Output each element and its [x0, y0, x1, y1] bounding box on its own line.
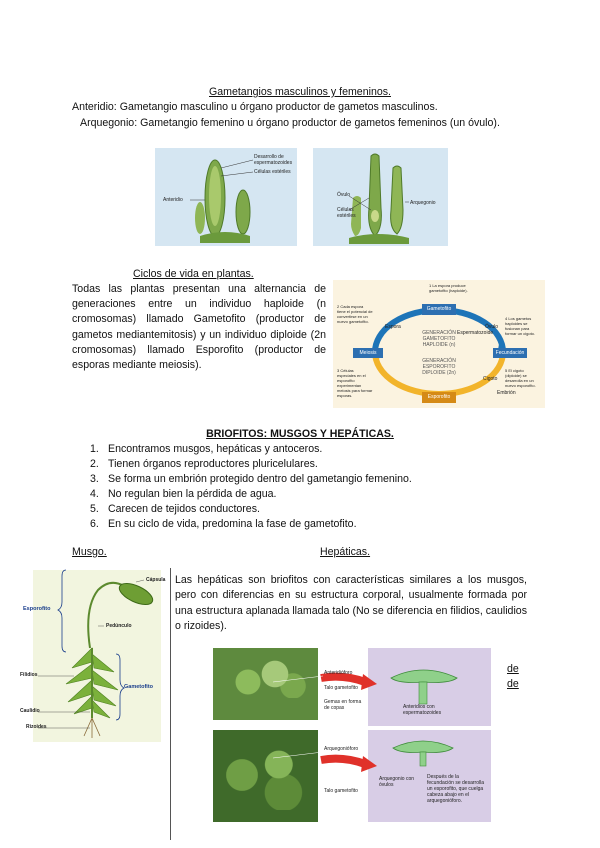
hepaticas-title: Hepáticas. — [320, 546, 371, 558]
note-3: 3 Células especiales en el esporofito experimentan meiosis para formar esporas. — [337, 368, 373, 398]
arquegonio-definition: Arquegonio: Gametangio femenino u órgano productor de gametos femeninos (un óvulo). — [80, 117, 500, 129]
label-rizoides: Rizoides — [26, 724, 47, 730]
note-4: 4 Los gametos haploides se fusionan para formar un cigoto. — [505, 316, 536, 336]
arc-label-cigoto: Cigoto — [483, 376, 498, 382]
label-pedunculo: Pedúnculo — [106, 623, 132, 629]
arc-label-ovulo: Óvulo — [485, 324, 499, 330]
label-arquegonio: Arquegonio — [410, 200, 436, 206]
musgo-illustration — [18, 568, 168, 744]
list-item: 3. Se forma un embrión protegido dentro del gametangio femenino. — [90, 473, 412, 485]
label-desarrollo-esporofito: Después de la fecundación se desarrolla un esporofito, que cuelga cabeza abajo en el arquegonióforo. — [427, 774, 484, 804]
label-desarrollo-espermatozoides: Desarrollo de espermatozoides — [254, 154, 293, 166]
arc-label-espermatozoide: Espermatozoide — [457, 330, 494, 336]
figure-musgo — [18, 568, 168, 744]
label-celulas-esteriles: Células estériles — [337, 207, 356, 219]
box-gametofito-label: Gametofito — [426, 306, 452, 312]
list-item: 6. En su ciclo de vida, predomina la fase de gametofito. — [90, 518, 357, 530]
box-fecundacion-label: Fecundación — [495, 350, 525, 356]
label-gametofito: Gametofito — [124, 684, 154, 690]
label-esporofito: Esporofito — [23, 606, 51, 612]
figure-anteridio — [155, 148, 297, 246]
label-filidios: Filidios — [20, 672, 38, 678]
label-anteridios-espermatozoides: Anteridios con espermatozoides — [403, 704, 442, 716]
note-5: 5 El cigoto (diploide) se desarrolla en un nuevo esporofito. — [505, 368, 536, 388]
figure-hepaticas — [213, 648, 491, 834]
label-ovulo: Óvulo — [337, 192, 351, 198]
figure-ciclo-vida — [333, 280, 545, 408]
list-item: 2. Tienen órganos reproductores pluricelulares. — [90, 458, 318, 470]
arc-label-embrion: Embrión — [497, 390, 516, 396]
side-text-1: de — [507, 663, 519, 675]
section-title-gametangios: Gametangios masculinos y femeninos. — [209, 86, 391, 98]
center-top-label: GENERACIÓN GAMETOFITO HAPLOIDE (n) — [422, 330, 456, 348]
musgo-title: Musgo. — [72, 546, 107, 558]
note-1: 1 La espora produce gametofito (haploide). — [429, 283, 468, 293]
arquegonio-illustration — [313, 148, 448, 246]
center-bottom-label: GENERACIÓN ESPOROFITO DIPLOIDE (2n) — [422, 358, 456, 376]
label-capsula: Cápsula — [146, 577, 166, 583]
box-meiosis-label: Meiosis — [359, 350, 377, 356]
note-2: 2 Cada espora tiene el potencial de convertirse en un nuevo gametofito. — [337, 304, 373, 324]
list-item: 1. Encontramos musgos, hepáticas y antoceros. — [90, 443, 323, 455]
label-arquegonio-ovulos: Arquegonio con óvulos — [379, 776, 415, 788]
hepaticas-paragraph: Las hepáticas son briofitos con características similares a los musgos, pero con diferencias en su estructura corporal, usualmente formada por una estructura aplanada llamada talo (No se diferencia en filidios, caulidios o rizoides). — [175, 574, 527, 632]
list-item: 5. Carecen de tejidos conductores. — [90, 503, 260, 515]
label-arquegonioforo: Arquegonióforo — [324, 746, 359, 752]
column-divider — [170, 568, 171, 840]
list-item: 4. No regulan bien la pérdida de agua. — [90, 488, 277, 500]
label-gemas-copas: Gemas en forma de copas — [324, 699, 362, 711]
anteridio-definition: Anteridio: Gametangio masculino u órgano productor de gametos masculinos. — [72, 101, 438, 113]
label-talo-gametofito-top: Talo gametofito — [324, 685, 358, 691]
side-text-2: de — [507, 678, 519, 690]
label-caulidio: Caulidio — [20, 708, 40, 714]
briofitos-list — [90, 442, 412, 532]
ciclos-paragraph: Todas las plantas presentan una alternancia de generaciones entre un individuo haploide (n cromosomas) llamado Gametofito (productor de gametos mediantemitosis) y un individuo diploide (2n cromosomas) llamado Esporofito (productor de esporas mediante meiosis). — [72, 283, 326, 372]
label-anteridioforo: Anteridióforo — [324, 670, 353, 676]
box-esporofito-label: Esporofito — [427, 394, 451, 400]
label-talo-gametofito-bottom: Talo gametofito — [324, 788, 358, 794]
section-title-briofitos: BRIOFITOS: MUSGOS Y HEPÁTICAS. — [206, 428, 394, 440]
label-anteridio: Anteridio — [163, 197, 183, 203]
section-title-ciclos: Ciclos de vida en plantas. — [133, 268, 254, 280]
figure-arquegonio — [313, 148, 448, 246]
arc-label-espora: Espora — [385, 324, 401, 330]
label-celulas-esteriles: Células estériles — [254, 169, 291, 175]
